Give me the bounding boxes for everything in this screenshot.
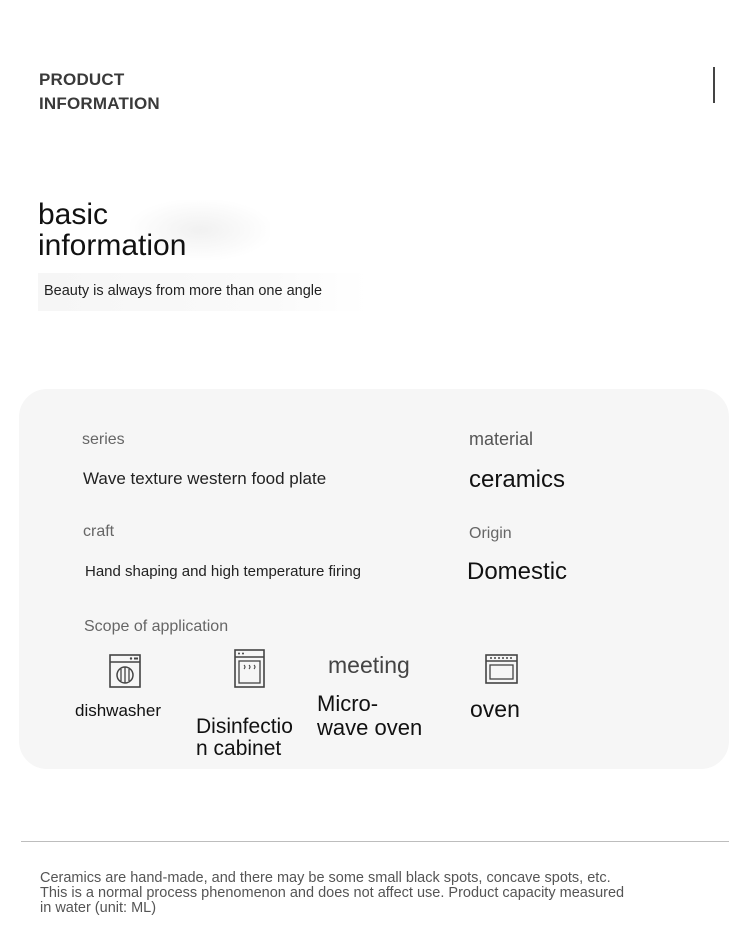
oven-icon — [485, 654, 518, 684]
basic-info-heading-line1: basic — [38, 198, 109, 231]
basic-info-heading — [38, 199, 298, 261]
dishwasher-icon — [109, 654, 141, 688]
craft-label: craft — [83, 523, 115, 540]
series-label: series — [82, 431, 125, 448]
scope-item-microwave-line2: wave oven — [317, 715, 423, 740]
origin-value: Domestic — [467, 558, 568, 585]
footer-note-line1: Ceramics are hand-made, and there may be some small black spots, concave spots, etc. — [40, 870, 611, 886]
footer-note-line3: in water (unit: ML) — [40, 900, 157, 916]
basic-info-heading-line2: information — [38, 229, 187, 262]
footer-divider — [21, 841, 729, 842]
section-title-line: PRODUCT INFORMATION — [39, 70, 160, 113]
scope-item-disinfection-cabinet — [196, 716, 293, 760]
scope-item-oven: oven — [470, 696, 520, 722]
scope-item-dishwasher: dishwasher — [75, 701, 161, 720]
scope-item-microwave — [317, 692, 422, 740]
craft-value: Hand shaping and high temperature firing — [85, 563, 362, 580]
scope-item-disinfection-line1: Disinfectio — [196, 715, 293, 738]
scope-item-disinfection-line2: n cabinet — [196, 737, 282, 760]
basic-info-subtitle: Beauty is always from more than one angle — [44, 283, 323, 299]
microwave-icon-text: meeting — [328, 652, 410, 678]
header-divider — [713, 67, 715, 103]
series-value: Wave texture western food plate — [83, 469, 327, 488]
material-value: ceramics — [469, 466, 566, 493]
material-label: material — [469, 429, 534, 449]
disinfection-cabinet-icon — [234, 649, 265, 688]
scope-label: Scope of application — [84, 618, 229, 635]
origin-label: Origin — [469, 525, 512, 542]
scope-item-microwave-line1: Micro- — [317, 691, 379, 716]
footer-note — [40, 871, 680, 916]
basic-info-subtitle-bar — [38, 273, 368, 311]
footer-note-line2: This is a normal process phenomenon and does not affect use. Product capacity measured — [40, 885, 625, 901]
section-title — [39, 68, 199, 116]
